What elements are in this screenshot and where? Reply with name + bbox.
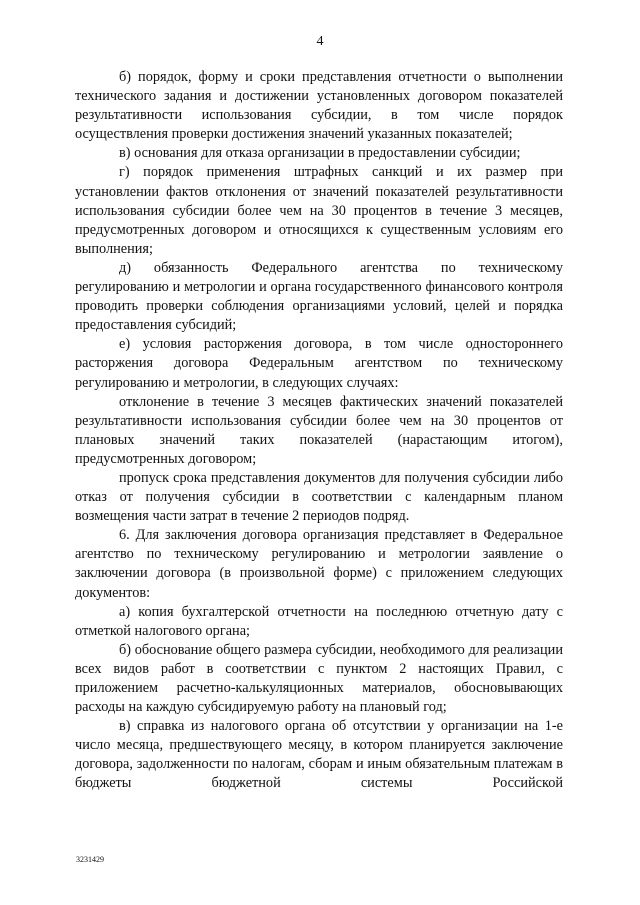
paragraph-subsidy-justification: б) обоснование общего размера субсидии, необходимого для реализации всех видов работ в соответствии с пунктом 2 настоящих Правил, с приложением расчетно-калькуляционных материалов, обосновывающих расходы на каждую субсидируемую работу на плановый год; bbox=[75, 641, 563, 716]
paragraph-termination-conditions: е) условия расторжения договора, в том числе одностороннего расторжения договора Федеральным агентством по техническому регулированию и метрологии, в следующих случаях: bbox=[75, 336, 563, 391]
page-number: 4 bbox=[316, 34, 324, 49]
paragraph-penalties: г) порядок применения штрафных санкций и их размер при установлении фактов отклонения от значений показателей результативности использования субсидии более чем на 30 процентов в течение 3 месяцев, предусмотренных договором и относящихся к существенным условиям его выполнения; bbox=[75, 164, 563, 257]
paragraph-missed-deadline-case: пропуск срока представления документов для получения субсидии либо отказ от получения субсидии в соответствии с календарным планом возмещения части затрат в течение 2 периодов подряд. bbox=[75, 469, 563, 525]
paragraph-inspection-duty: д) обязанность Федерального агентства по техническому регулированию и метрологии и органа государственного финансового контроля проводить проверки соблюдения организациями условий, целей и порядка предоставления субсидий; bbox=[75, 259, 563, 334]
paragraph-refusal-grounds: в) основания для отказа организации в предоставлении субсидии; bbox=[119, 145, 521, 162]
paragraph-accounting-copy: а) копия бухгалтерской отчетности на последнюю отчетную дату с отметкой налогового органа; bbox=[75, 603, 563, 639]
document-code: 3231429 bbox=[76, 855, 104, 864]
paragraph-reporting-procedure: б) порядок, форму и сроки представления отчетности о выполнении технического задания и достижении установленных договором показателей результативности использования субсидии, в том числе порядок осуществления проверки достижения значений указанных показателей; bbox=[75, 69, 563, 143]
paragraph-deviation-case: отклонение в течение 3 месяцев фактических значений показателей результативности использования субсидии более чем на 30 процентов от плановых значений таких показателей (нарастающим итогом), предусмотренных договором; bbox=[75, 393, 563, 467]
paragraph-contract-application: 6. Для заключения договора организация представляет в Федеральное агентство по техническому регулированию и метрологии заявление о заключении договора (в произвольной форме) с приложением следующих документов: bbox=[75, 527, 563, 601]
document-body bbox=[75, 68, 563, 794]
paragraph-tax-certificate: в) справка из налогового органа об отсутствии у организации на 1-е число месяца, предшествующего месяцу, в котором планируется заключение договора, задолженности по налогам, сборам и иным обязательным платежам в бюджеты бюджетной системы Российской bbox=[75, 718, 563, 792]
